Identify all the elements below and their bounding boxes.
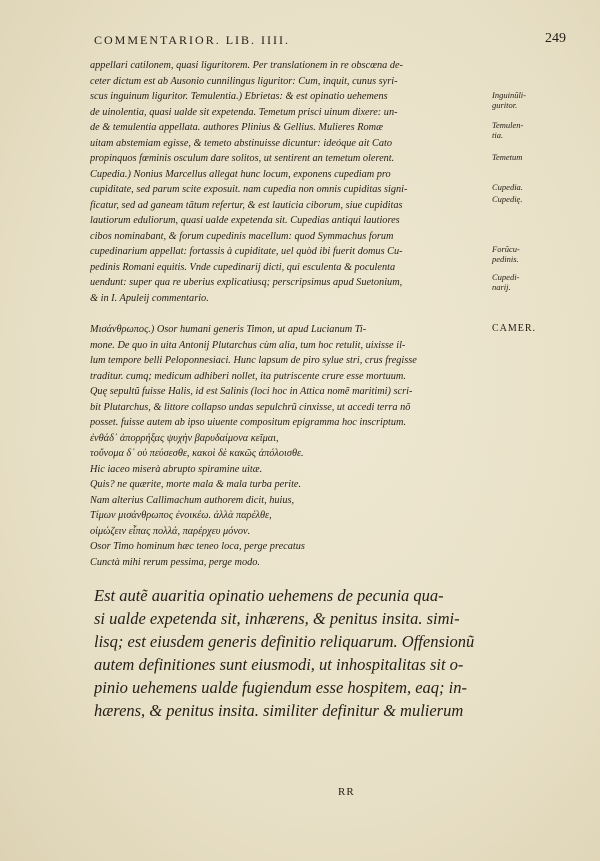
- greek-line: Hic iaceo miserà abrupto spiramine uitæ.: [90, 463, 263, 475]
- text-line: Μισάνθρωπος.) Osor humani generis Timon, ut apud Lucianum Ti-: [90, 324, 367, 335]
- text-line: lisq; est eiusdem generis definitio reliquarum. Offensionũ: [94, 632, 475, 651]
- text-line: uitam abstemiam egisse, & temeto abstinuisse dicuntur: ideóque ait Cato: [90, 137, 393, 149]
- main-text: [94, 584, 534, 722]
- text-line: pinio uehemens ualde fugiendum esse hospitem, eaq; in-: [94, 678, 468, 697]
- margin-note: Temulen-: [492, 120, 524, 130]
- text-line: si ualde expetenda sit, inhærens, & penitus insita. simi-: [94, 609, 460, 628]
- text-line: Cupedia.) Nonius Marcellus allegat hunc locum, exponens cupediam pro: [90, 168, 391, 180]
- commentary-text: [90, 58, 486, 306]
- text-line: bit Plutarchus, & littore collapso undas sepulchrũ cinxisse, ut accedi terra nõ: [90, 401, 411, 413]
- text-line: mone. De quo in uita Antonij Plutarchus cùm alia, tum hoc retulit, uixisse il-: [90, 339, 406, 351]
- text-line: de & temulentia appellata. authores Plinius & Gellius. Mulieres Romæ: [90, 122, 383, 133]
- text-line: de uinolentia, quasi ualde sit expetenda. Temetum prisci uinum dixere: un-: [90, 106, 398, 118]
- commentary-text-timon: [90, 322, 486, 586]
- text-line: appellari catilonem, quasi liguritorem. Per translationem in re obscœna de-: [90, 60, 403, 71]
- margin-note: CAMER.: [492, 323, 537, 334]
- margin-note: pedinis.: [492, 254, 519, 264]
- margin-note: narij.: [492, 282, 511, 292]
- text-line: propinquos fœminis osculum dare solitos, ut sentirent an temetum olerent.: [90, 153, 395, 164]
- text-line: cupedinarium appellat: fortassis à cupiditate, uel quòd ibi fuerit domus Cu-: [90, 246, 403, 257]
- margin-note: Cupedi-: [492, 272, 520, 282]
- text-line: posset. fuisse autem ab ipso uiuente compositum epigramma hoc inscriptum.: [90, 417, 407, 428]
- text-line: pedinis Romani equitis. Vnde cupedinarij dicti, qui esculenta & poculenta: [90, 261, 396, 273]
- margin-note: Forũcu-: [492, 244, 520, 254]
- text-line: Est autẽ auaritia opinatio uehemens de pecunia qua-: [94, 586, 444, 605]
- margin-note: Inguinũli-: [492, 90, 526, 100]
- greek-line: οἰμώζειν εἶπας πολλά, παρέρχευ μόνον.: [90, 525, 251, 537]
- text-line: cupiditate, sed parum scite exposuit. nam cupedia non omnis cupiditas signi-: [90, 184, 408, 195]
- margin-notes: [492, 0, 592, 861]
- text-line: Quę sepultũ fuisse Halis, id est Salinis (loci hoc in Attica nomẽ maritimi) scri-: [90, 386, 413, 397]
- margin-note: Cupedię.: [492, 194, 523, 204]
- text-line: lum tempore belli Peloponnesiaci. Hunc lapsum de piro sylue stri, crus fregisse: [90, 355, 417, 366]
- text-line: ἐνθάδ᾽ ἀπορρήξας ψυχὴν βαρυδαίμονα κεῖμαι,: [90, 432, 279, 444]
- text-line: cibos nominabant, & forum cupedinis macellum: quod Symmachus forum: [90, 230, 394, 242]
- text-line: & in I. Apuleij commentario.: [90, 292, 209, 304]
- margin-note: tia.: [492, 130, 504, 140]
- text-line: scus inguinum liguritor. Temulentia.) Ebrietas: & est opinatio uehemens: [90, 91, 388, 102]
- text-line: autem definitiones sunt eiusmodi, ut inhospitalitas sit o-: [94, 655, 464, 674]
- signature-mark: RR: [338, 786, 355, 798]
- text-line: hærens, & penitus insita. similiter definitur & mulierum: [94, 701, 464, 720]
- text-line: Cunctà mihi rerum pessima, perge modo.: [90, 556, 260, 568]
- text-line: traditur. cumq; medicum adhiberi nollet, ita putriscente crure esse mortuum.: [90, 370, 406, 382]
- running-title: COMMENTARIOR. LIB. IIII.: [94, 33, 291, 47]
- text-line: ficatur, sed ad ganeam tãtum refertur, & est lauticia ciborum, siue cupiditas: [90, 199, 403, 211]
- margin-note: Temetum: [492, 152, 523, 162]
- text-line: lautiorum eduliorum, quasi ualde expetenda sit. Cupedias antiqui lautiores: [90, 215, 400, 226]
- text-line: uendunt: super qua re uberius explicatiusq; perscripsimus apud Suetonium,: [90, 277, 403, 288]
- text-line: Τίμων μισάνθρωπος ἐνοικέω. ἀλλὰ παρέλθε,: [90, 510, 272, 521]
- margin-note: Cupedia.: [492, 182, 523, 192]
- margin-note: guritor.: [492, 100, 518, 110]
- greek-line: τοὔνομα δ᾽ οὐ πεύσεσθε, κακοὶ δὲ κακῶς ἀπόλοισθε.: [90, 448, 304, 459]
- folio-number: 249: [545, 31, 566, 46]
- text-line: ceter dictum est ab Ausonio cunnilingus liguritor: Cum, inquit, cunus syri-: [90, 75, 398, 87]
- text-line: Quis? ne quærite, morte mala & mala turba perite.: [90, 479, 302, 490]
- text-line: Nam alterius Callimachum authorem dicit, huius,: [90, 494, 295, 506]
- greek-line: Osor Timo hominum hæc teneo loca, perge precatus: [90, 541, 305, 552]
